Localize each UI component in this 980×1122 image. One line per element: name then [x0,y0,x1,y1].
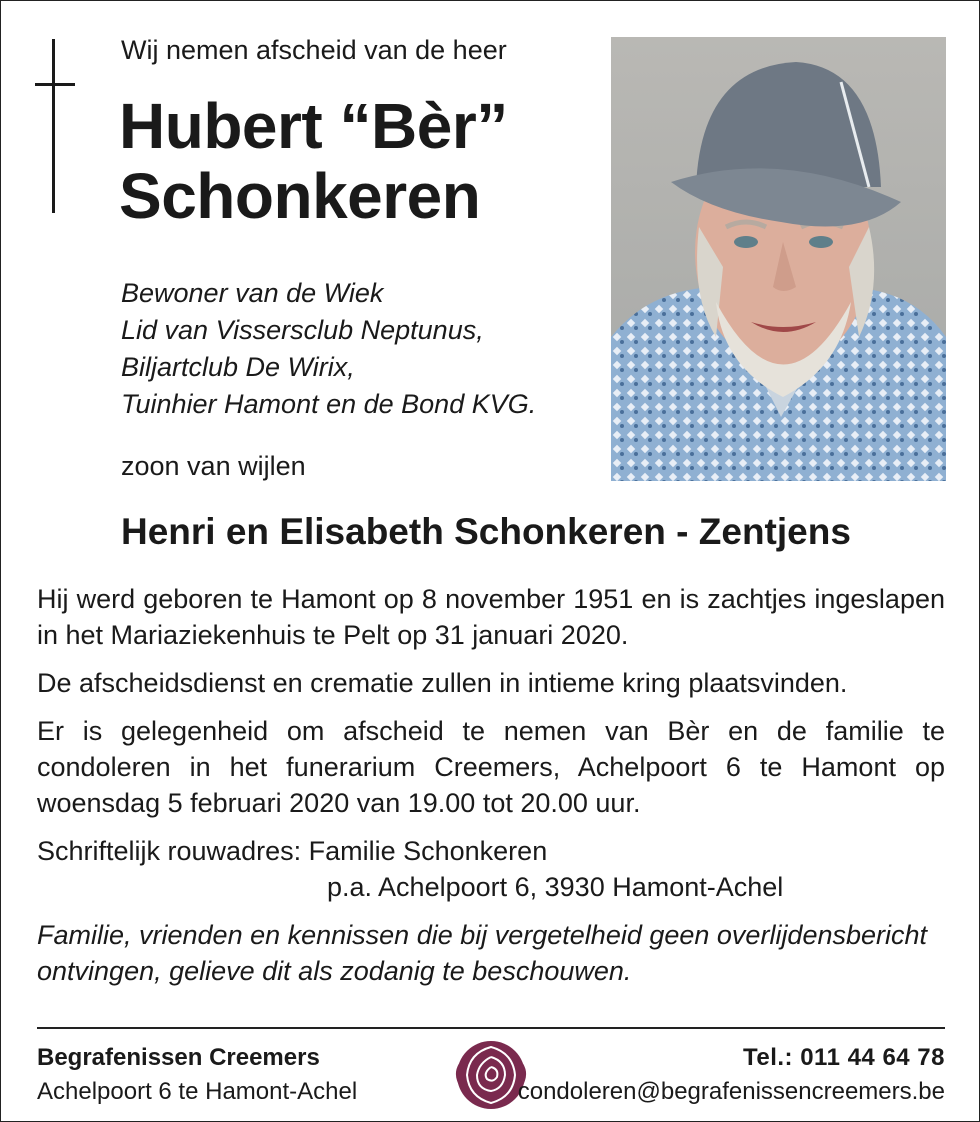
notification-note: Familie, vrienden en kennissen die bij vergetelheid geen overlijdensbericht ontvingen, gelieve dit als zodanig te beschouwen. [37,920,928,986]
ceremony-paragraph: De afscheidsdienst en crematie zullen in intieme kring plaatsvinden. [37,668,848,698]
name-line-1: Hubert “Bèr” [119,90,508,162]
memberships-list [121,275,536,423]
son-of-text: zoon van wijlen [121,451,306,481]
birth-death-paragraph: Hij werd geboren te Hamont op 8 november 1951 en is zachtjes ingeslapen in het Mariaziekenhuis te Pelt op 31 januari 2020. [37,584,945,650]
membership-line: Tuinhier Hamont en de Bond KVG. [121,389,537,419]
notice-body [37,581,945,1001]
contact-info [518,1041,945,1109]
funeral-home-name: Begrafenissen Creemers [37,1044,320,1071]
name-line-2: Schonkeren [119,160,481,232]
membership-line: Biljartclub De Wirix, [121,352,355,382]
deceased-name [119,91,508,231]
funeral-home-info [37,1041,357,1109]
membership-line: Lid van Vissersclub Neptunus, [121,315,484,345]
cross-icon [35,39,75,213]
intro-text: Wij nemen afscheid van de heer [121,35,507,65]
email-address: condoleren@begrafenissencreemers.be [517,1078,945,1105]
address-label: Schriftelijk rouwadres: Familie Schonkeren [37,836,548,866]
portrait-photo [611,37,946,481]
footer-divider [37,1027,945,1029]
visitation-paragraph: Er is gelegenheid om afscheid te nemen van Bèr en de familie te condoleren in het funerarium Creemers, Achelpoort 6 te Hamont op woensdag 5 februari 2020 van 19.00 tot 20.00 uur. [37,716,945,818]
phone-number: Tel.: 011 44 64 78 [742,1044,945,1071]
funeral-home-address: Achelpoort 6 te Hamont-Achel [37,1078,358,1105]
parents-names: Henri en Elisabeth Schonkeren - Zentjens [121,511,851,552]
membership-line: Bewoner van de Wiek [121,278,384,308]
address-line-2: p.a. Achelpoort 6, 3930 Hamont-Achel [327,872,784,902]
mourning-address [37,833,945,905]
